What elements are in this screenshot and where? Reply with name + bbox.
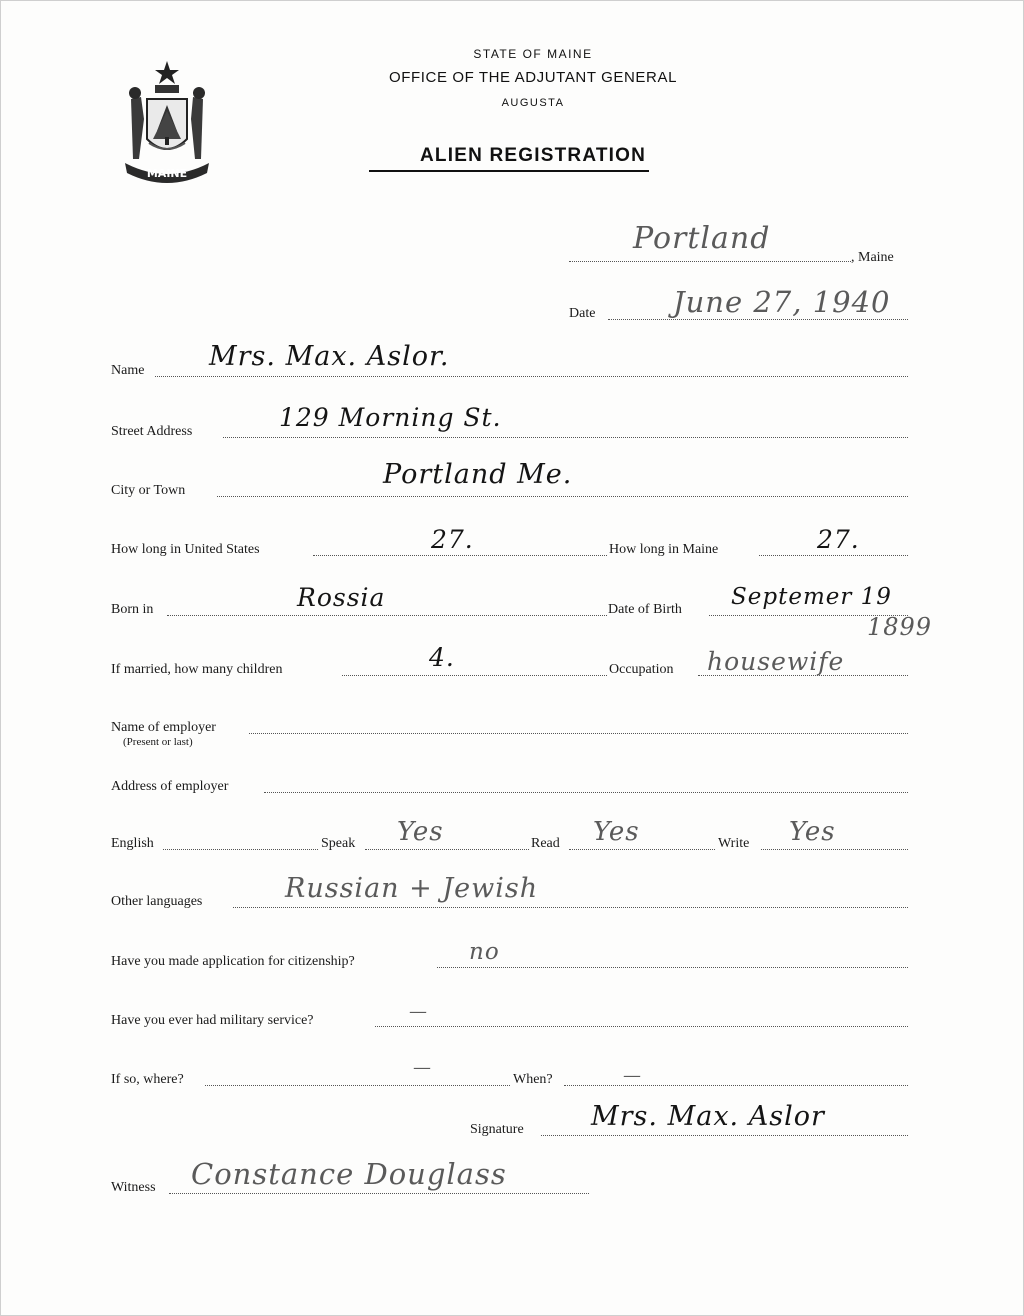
children-label: If married, how many children [111, 662, 283, 677]
signature-line [541, 1135, 908, 1136]
read-value: Yes [593, 817, 640, 847]
citizenship-value: no [469, 939, 500, 965]
when-label: When? [513, 1072, 553, 1087]
header-state: STATE OF MAINE [473, 47, 593, 61]
witness-value: Constance Douglass [191, 1157, 507, 1191]
occupation-label: Occupation [609, 662, 674, 677]
street-value: 129 Morning St. [279, 403, 502, 432]
military-value: — [409, 1001, 428, 1022]
city-value: Portland Me. [383, 459, 573, 490]
witness-label: Witness [111, 1180, 156, 1195]
employer-label: Name of employer [111, 720, 216, 735]
born-in-label: Born in [111, 602, 154, 617]
maine-years-label: How long in Maine [609, 542, 719, 557]
title-underline [369, 170, 649, 172]
where-line [205, 1085, 510, 1086]
employer-line [249, 733, 908, 734]
seal-motto: MAINE [146, 167, 188, 180]
occupation-value: housewife [707, 647, 845, 676]
us-years-label: How long in United States [111, 542, 260, 557]
other-languages-label: Other languages [111, 894, 203, 909]
employer-sublabel: (Present or last) [123, 736, 193, 748]
city-line [217, 496, 908, 497]
citizenship-line [437, 967, 908, 968]
form-title: ALIEN REGISTRATION [419, 145, 647, 166]
dob-value: Septemer 19 [731, 584, 892, 610]
city-label: City or Town [111, 483, 186, 498]
military-line [375, 1026, 908, 1027]
children-line [342, 675, 607, 676]
place-suffix: , Maine [851, 250, 894, 265]
dob-label: Date of Birth [608, 602, 682, 617]
other-languages-line [233, 907, 908, 908]
place-value: Portland [633, 221, 771, 256]
date-value: June 27, 1940 [673, 285, 891, 319]
maine-years-line [759, 555, 908, 556]
where-label: If so, where? [111, 1072, 184, 1087]
citizenship-label: Have you made application for citizenship? [111, 954, 355, 969]
read-line [569, 849, 715, 850]
english-label: English [111, 836, 154, 851]
name-label: Name [111, 363, 145, 378]
header-office: OFFICE OF THE ADJUTANT GENERAL [388, 69, 678, 86]
name-value: Mrs. Max. Aslor. [209, 341, 450, 372]
date-label: Date [569, 306, 596, 321]
children-value: 4. [429, 643, 455, 672]
maine-years-value: 27. [817, 525, 860, 554]
dob-year: 1899 [867, 613, 933, 641]
when-value: — [623, 1065, 642, 1086]
other-languages-value: Russian + Jewish [285, 873, 539, 904]
name-line [155, 376, 908, 377]
signature-value: Mrs. Max. Aslor [591, 1101, 825, 1132]
signature-label: Signature [470, 1122, 524, 1137]
born-in-line [167, 615, 607, 616]
write-line [761, 849, 908, 850]
english-line [163, 849, 318, 850]
place-line [569, 261, 851, 262]
when-line [564, 1085, 908, 1086]
write-label: Write [718, 836, 750, 851]
read-label: Read [531, 836, 560, 851]
military-label: Have you ever had military service? [111, 1013, 314, 1028]
us-years-line [313, 555, 607, 556]
street-label: Street Address [111, 424, 193, 439]
date-line [608, 319, 908, 320]
speak-label: Speak [321, 836, 356, 851]
write-value: Yes [789, 817, 836, 847]
witness-line [169, 1193, 589, 1194]
employer-address-line [264, 792, 908, 793]
speak-value: Yes [397, 817, 444, 847]
where-value: — [413, 1057, 432, 1078]
employer-address-label: Address of employer [111, 779, 229, 794]
speak-line [365, 849, 529, 850]
born-in-value: Rossia [297, 583, 386, 612]
us-years-value: 27. [431, 525, 474, 554]
header-city: AUGUSTA [501, 97, 565, 109]
street-line [223, 437, 908, 438]
